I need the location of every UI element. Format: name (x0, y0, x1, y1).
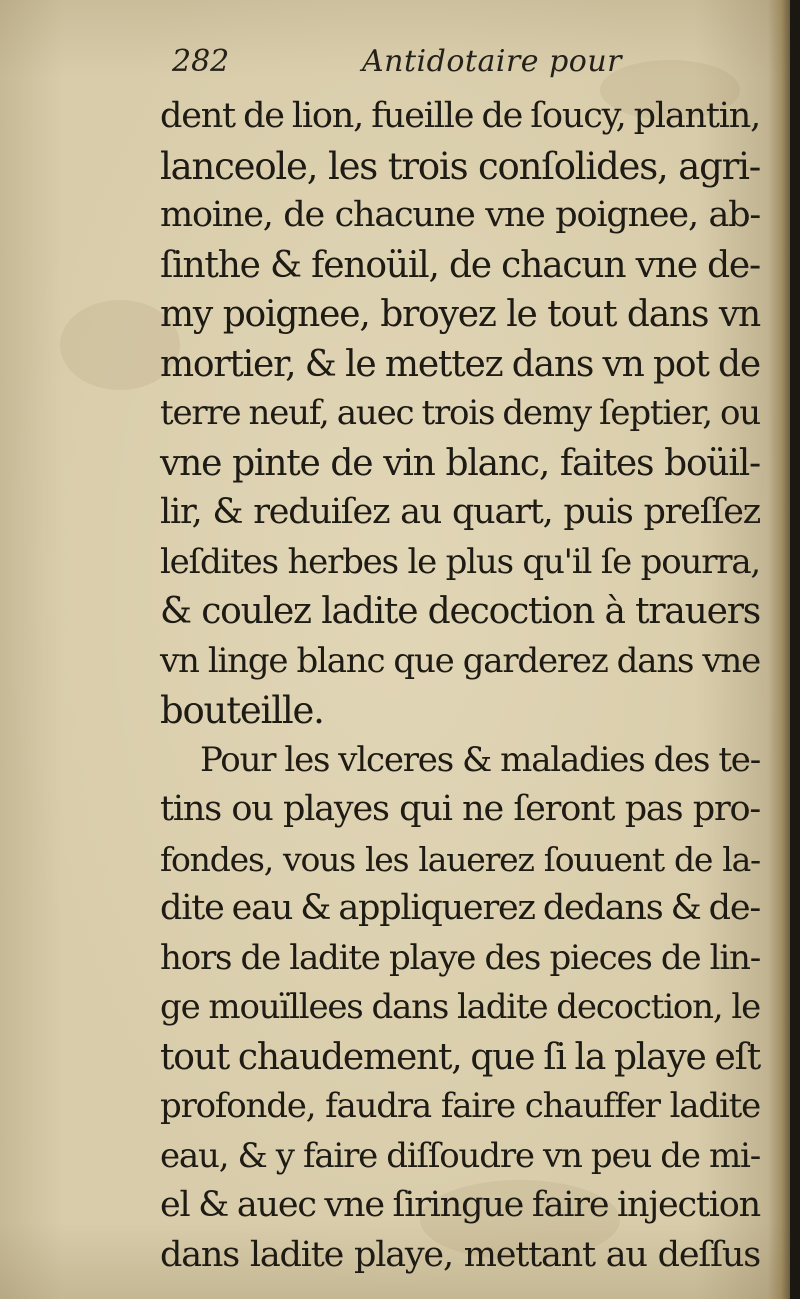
text-line: bouteille. (160, 689, 324, 732)
text-line: mortier, & le mettez dans vn pot de (160, 343, 760, 385)
text-line: terre neuf, auec trois demy ſeptier, ou (160, 393, 760, 433)
text-line: my poignee, broyez le tout dans vn (160, 294, 760, 335)
text-line: fondes, vous les lauerez ſouuent de la- (160, 839, 760, 879)
text-line: leſdites herbes le plus qu'il ſe pourra, (160, 541, 760, 582)
page-number: 282 (172, 44, 230, 79)
running-head: Antidotaire pour (362, 44, 622, 79)
paragraph-start-line: Pour les vlceres & maladies des te- (200, 739, 760, 780)
text-line: eau, & y faire diſſoudre vn peu de mi- (160, 1135, 760, 1176)
page-header (172, 44, 652, 94)
text-line: tins ou playes qui ne ſeront pas pro- (160, 789, 760, 829)
text-line: hors de ladite playe des pieces de lin- (160, 937, 760, 978)
text-line: lanceole, les trois conſolides, agri- (160, 144, 760, 188)
text-line: profonde, faudra faire chauffer ladite (160, 1086, 760, 1126)
text-line: el & auec vne ſiringue faire injection (160, 1185, 760, 1225)
text-line: tout chaudement, que ſi la playe eſt (160, 1036, 760, 1078)
text-line: lir, & reduiſez au quart, puis preſſez (160, 492, 760, 532)
text-line: ſinthe & fenoüil, de chacun vne de- (160, 244, 760, 286)
text-line: dent de lion, fueille de ſoucy, plantin, (160, 96, 760, 136)
text-line: vne pinte de vin blanc, faites boüil- (160, 442, 760, 484)
text-line: dite eau & appliquerez dedans & de- (160, 888, 760, 928)
text-line: moine, de chacune vne poignee, ab- (160, 195, 760, 235)
page-edge-shadow (768, 0, 790, 1299)
text-line: dans ladite playe, mettant au deſſus (160, 1234, 760, 1275)
text-line: & coulez ladite decoction à trauers (160, 591, 760, 632)
text-line: ge mouïllees dans ladite decoction, le (160, 987, 760, 1027)
body-text (160, 92, 760, 1280)
text-line: vn linge blanc que garderez dans vne (160, 640, 760, 681)
